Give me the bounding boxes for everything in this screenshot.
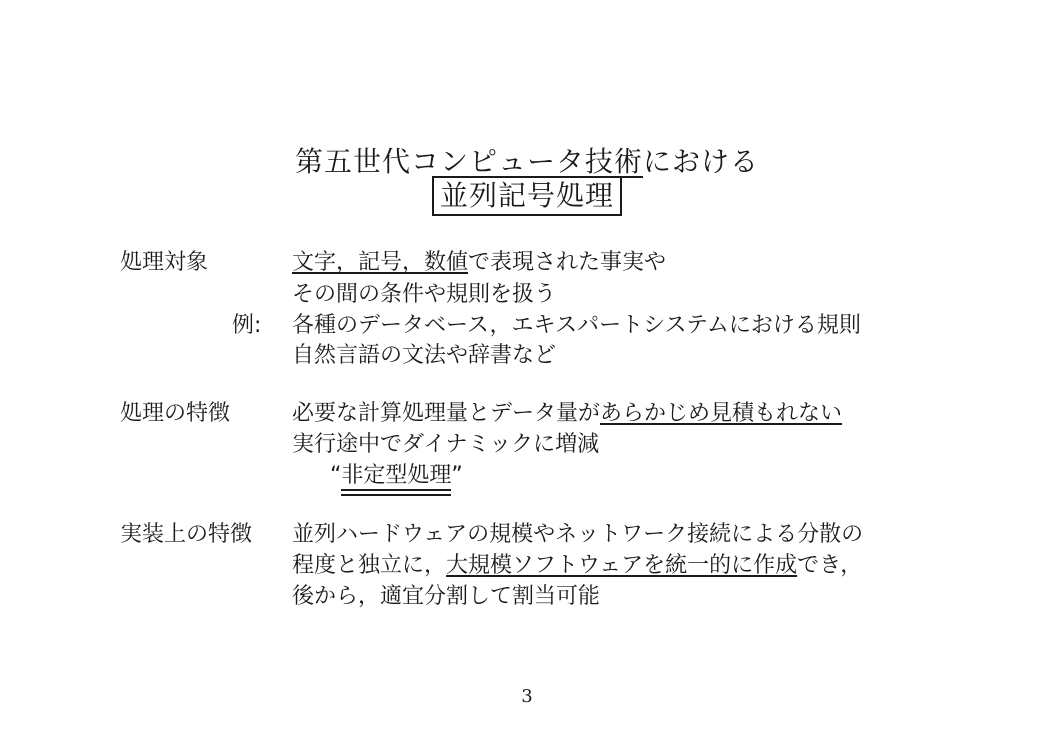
features-line1-underlined: あらかじめ見積もれない xyxy=(600,401,843,426)
implementation-line-2 xyxy=(292,551,862,581)
section-label-implementation: 実装上の特徴 xyxy=(120,522,253,547)
title-line-1 xyxy=(0,140,1054,180)
title-boxed-heading: 並列記号処理 xyxy=(432,176,622,216)
implementation-line-3: 後から，適宜分割して割当可能 xyxy=(292,584,601,609)
target-line-1 xyxy=(292,248,666,278)
title-line1-pre: 第五世代コンピュータ xyxy=(294,145,585,178)
quote-open: “ xyxy=(330,463,342,488)
implementation-line2-post: でき， xyxy=(797,553,863,578)
example-line-1: 各種のデータベース，エキスパートシステムにおける規則 xyxy=(292,313,861,338)
section-label-target: 処理対象 xyxy=(120,250,209,275)
target-line-2: その間の条件や規則を扱う xyxy=(292,282,557,307)
page-number: 3 xyxy=(521,686,533,707)
implementation-line2-underlined: 大規模ソフトウェアを統一的に作成 xyxy=(446,553,798,578)
features-line1-pre: 必要な計算処理量とデータ量が xyxy=(292,401,601,426)
features-quote-line xyxy=(330,461,463,491)
implementation-line2-pre: 程度と独立に， xyxy=(292,553,447,578)
example-label: 例: xyxy=(232,313,262,338)
section-label-features: 処理の特徴 xyxy=(120,401,231,426)
target-line1-rest: で表現された事実や xyxy=(468,250,667,275)
example-line-2: 自然言語の文法や辞書など xyxy=(292,343,557,368)
features-line-2: 実行途中でダイナミックに増減 xyxy=(292,432,600,457)
title-line1-post: における xyxy=(643,145,760,178)
target-line1-underlined: 文字，記号，数値 xyxy=(292,250,469,275)
title-line-2 xyxy=(0,176,1054,216)
implementation-line-1: 並列ハードウェアの規模やネットワーク接続による分散の xyxy=(292,522,864,547)
quote-double-underlined: 非定型処理 xyxy=(341,461,451,491)
features-line-1 xyxy=(292,399,842,429)
title-line1-underlined: 技術 xyxy=(584,145,643,178)
quote-close: ” xyxy=(451,463,463,488)
